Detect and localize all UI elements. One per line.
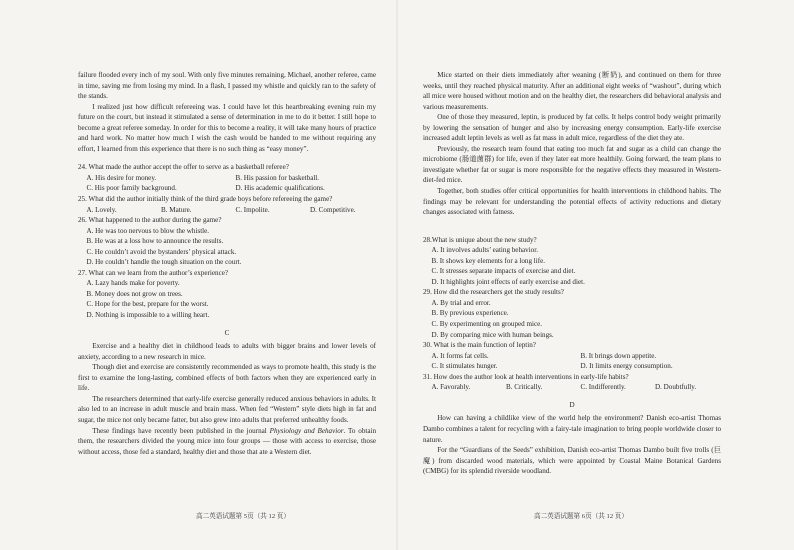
question-block (78, 215, 376, 268)
answer-option: A. Favorably. (431, 383, 471, 392)
answer-option: B. It shows key elements for a long life. (431, 256, 545, 265)
option-list (78, 205, 376, 216)
question-stem: 31. How does the author look at health interventions in early-life habits? (423, 372, 629, 381)
left-page-footer: 高二英语试题第 5页（共 12 页） (196, 513, 290, 520)
answer-option: D. Competitive. (310, 205, 356, 214)
answer-option: D. He couldn’t handle the tough situation on the court. (86, 258, 242, 267)
question-stem: 28.What is unique about the new study? (423, 235, 537, 244)
right-question-list (423, 235, 721, 393)
right-page-footer: 高二英语试题第 6页（共 12 页） (534, 513, 628, 520)
option-list (78, 173, 376, 194)
paragraph: Exercise and a healthy diet in childhood leads to adults with bigger brains and lower levels of anxiety, according to a new research in mice. (78, 342, 376, 361)
answer-option: A. Lazy hands make for poverty. (86, 279, 180, 288)
answer-option: A. He was too nervous to blow the whistle. (86, 226, 210, 235)
answer-option: C. Impolite. (235, 205, 270, 214)
answer-option: D. His academic qualifications. (235, 184, 325, 193)
paragraph: I realized just how difficult refereeing was. I could have let this heartbreaking evening ruin my future on the court, but instead it stimulated a sense of determination in me to do it better. I still hope to become a great referee someday. In order for this to become a reality, it will take many hours of practice and hard work. No matter how much I wish the cash would be handed to me without requiring any effort, I learned from this experience that there is no such thing as “easy money”. (78, 102, 376, 153)
answer-option: D. Doubtfully. (655, 383, 697, 392)
paragraph: For the “Guardians of the Seeds” exhibition, Danish eco-artist Thomas Dambo built five trolls (巨魔) from discarded wood materials, which were appointed by Coastal Maine Botanical Gardens (CMBG) for its splendid riverside woodland. (423, 446, 721, 476)
paragraph-journal: These findings have recently been published in the journal Physiology and Behavior. To obtain them, the researchers divided the young mice into four groups — those with access to exercise, those without access, those fed a standard, healthy diet and those that ate a Western diet. (78, 426, 376, 456)
section-d-heading: D (569, 400, 575, 409)
paragraph: How can having a childlike view of the world help the environment? Danish eco-artist Thomas Dambo combines a talent for recycling with a fairy-tale imagination to bring people worldwide closer to nature. (423, 414, 721, 444)
page-fold (396, 0, 398, 550)
answer-option: C. His poor family background. (86, 184, 177, 193)
journal-title: Physiology and Behavior (269, 426, 344, 435)
answer-option: B. By previous experience. (431, 309, 509, 318)
question-block (423, 235, 721, 288)
section-c-heading: C (224, 328, 230, 337)
question-block (423, 287, 721, 340)
answer-option: C. It stimulates hunger. (431, 362, 498, 371)
answer-option: B. Mature. (161, 205, 192, 214)
paragraph: Mice started on their diets immediately after weaning (断奶), and continued on them for three weeks, until they reached physical maturity. After an additional eight weeks of “washout”, during which all mice were housed without motion and on the healthy diet, the researchers did behavioral analysis and various measurements. (423, 71, 721, 111)
left-page-column (78, 70, 376, 457)
answer-option: D. It limits energy consumption. (580, 362, 673, 371)
answer-option: D. It highlights joint effects of early exercise and diet. (431, 277, 585, 286)
question-block (78, 162, 376, 194)
answer-option: A. It forms fat cells. (431, 351, 489, 360)
question-stem: 30. What is the main function of leptin? (423, 341, 536, 350)
option-list (423, 245, 721, 287)
answer-option: D. By comparing mice with human beings. (431, 330, 554, 339)
answer-option: A. Lovely. (86, 205, 117, 214)
answer-option: B. It brings down appetite. (580, 351, 657, 360)
answer-option: C. It stresses separate impacts of exercise and diet. (431, 267, 576, 276)
question-stem: 25. What did the author initially think of the third grade boys before refereeing the game? (78, 195, 333, 204)
paragraph: Previously, the research team found that eating too much fat and sugar as a child can change the microbiome (肠道菌群) for life, even if they later eat more healthily. Going forward, the team plans to investigate whether fat or sugar is more responsible for the negative effects they measured in Western-diet-fed mice. (423, 144, 721, 185)
answer-option: B. Critically. (506, 383, 543, 392)
answer-option: A. It involves adults’ eating behavior. (431, 246, 538, 255)
answer-option: B. Money does not grow on trees. (86, 289, 183, 298)
option-list (423, 382, 721, 393)
question-stem: 27. What can we learn from the author’s experience? (78, 268, 229, 277)
answer-option: C. Hope for the best, prepare for the worst. (86, 300, 209, 309)
answer-option: C. He couldn’t avoid the bystanders’ physical attack. (86, 247, 237, 256)
paragraph: The researchers determined that early-life exercise generally reduced anxious behaviors in adults. It also led to an increase in adult muscle and brain mass. When fed “Western” style diets high in fat and sugar, the mice not only became fatter, but also grew into adults that preferred unhealthy foods. (78, 394, 376, 424)
paragraph: Though diet and exercise are consistently recommended as ways to promote health, this study is the first to examine the long-lasting, combined effects of both factors when they are experienced early in life. (78, 363, 376, 393)
question-stem: 24. What made the author accept the offer to serve as a basketball referee? (78, 163, 289, 172)
answer-option: A. His desire for money. (86, 173, 157, 182)
answer-option: D. Nothing is impossible to a willing heart. (86, 311, 210, 320)
answer-option: C. Indifferently. (580, 383, 626, 392)
option-list (78, 278, 376, 320)
option-list (423, 298, 721, 340)
paragraph: Together, both studies offer critical opportunities for health interventions in childhood habits. The findings may be relevant for understanding the potential effects of activity reductions and dietary changes associated with fatness. (423, 187, 721, 217)
answer-option: B. His passion for basketball. (235, 173, 320, 182)
question-block (78, 268, 376, 321)
left-question-list (78, 162, 376, 320)
question-block (423, 372, 721, 393)
paragraph: failure flooded every inch of my soul. With only five minutes remaining, Michael, another referee, came in time, saving me from losing my mind. In a flash, I passed my whistle and quickly ran to the safety of the stands. (78, 71, 376, 101)
question-stem: 26. What happened to the author during the game? (78, 216, 222, 225)
question-stem: 29. How did the researchers get the study results? (423, 288, 564, 297)
answer-option: A. By trial and error. (431, 298, 491, 307)
answer-option: C. By experimenting on grouped mice. (431, 320, 543, 329)
option-list (423, 351, 721, 372)
option-list (78, 226, 376, 268)
right-page-column (423, 70, 721, 477)
answer-option: B. He was at a loss how to announce the results. (86, 237, 224, 246)
question-block (78, 194, 376, 215)
question-block (423, 340, 721, 372)
paragraph: One of those they measured, leptin, is produced by fat cells. It helps control body weight primarily by lowering the sensation of hunger and also by increasing energy consumption. Early-life exercise increased adult leptin levels as well as fat mass in adult mice, regardless of the diet they ate. (423, 113, 721, 143)
